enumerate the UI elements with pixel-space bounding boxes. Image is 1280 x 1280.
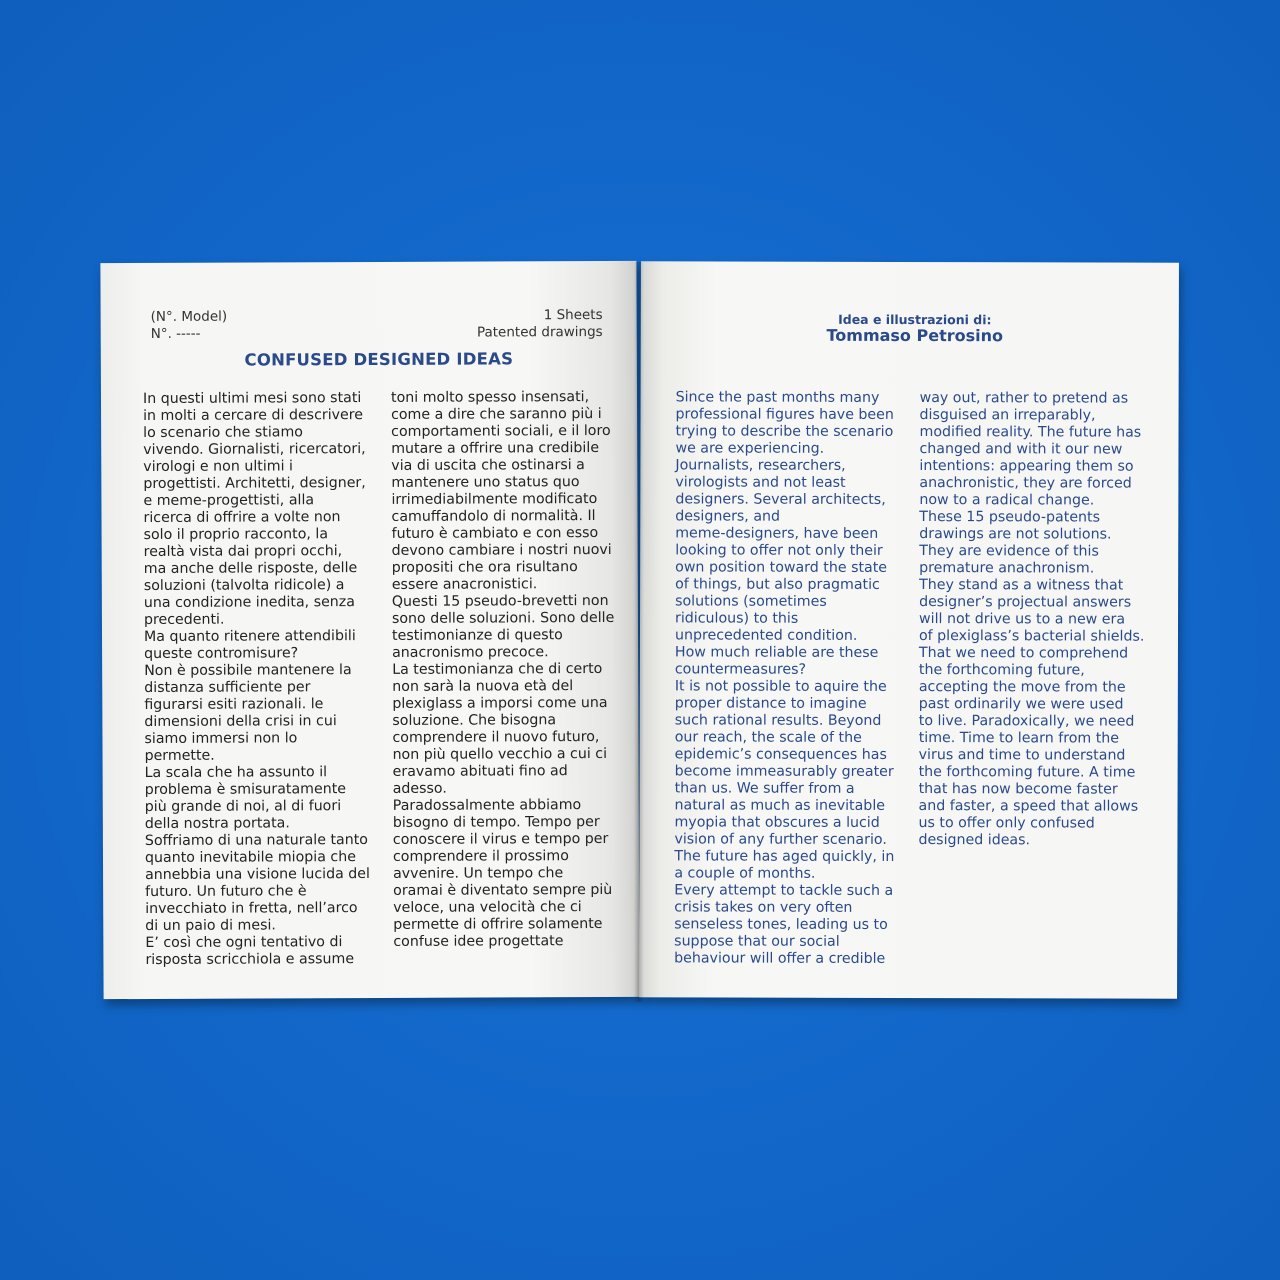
right-page [639,261,1179,998]
credit-label: Idea e illustrazioni di: [838,311,992,328]
italian-text-column-1: In questi ultimi mesi sono stati in molti a cercare di descrivere lo scenario che stiamo vivendo. Giornalisti, ricercatori, virologi e non ultimi i progettisti. Architetti, designer, e meme-progettisti, alla ricerca di offrire a volte non solo il proprio racconto, la realtà vista dai propri occhi, ma anche delle risposte, delle soluzioni (talvolta ridicole) a una condizione inedita, senza precedenti. Ma quanto ritenere attendibili queste contromisure? Non è possibile mantenere la distanza sufficiente per figurarsi esiti razionali. le dimensioni della crisi in cui siamo immersi non lo permette. La scala che ha assunto il problema è smisuratamente più grande di noi, al di fuori della nostra portata. Soffriamo di una naturale tanto quanto inevitabile miopia che annebbia una visione lucida del futuro. Un futuro che è invecchiato in fretta, nell’arco di un paio di mesi. E’ così che ogni tentativo di risposta scricchiola e assume [142,390,371,968]
model-number: N°. ----- [150,325,201,342]
patented-label: Patented drawings [476,323,603,341]
left-page [100,261,639,999]
page-title: CONFUSED DESIGNED IDEAS [244,349,514,370]
english-text-column-1: Since the past months many professional figures have been trying to describe the scenario we are experiencing. Journalists, researchers, virologists and not least designers. Several architects, designers, and meme-designers, have been looking to offer not only their own position toward the state of things, but also pragmatic solutions (sometimes ridiculous) to this unprecedented condition. How much reliable are these countermeasures? It is not possible to aquire the proper distance to imagine such rational results. Beyond our reach, the scale of the epidemic’s consequences has become immeasurably greater than us. We suffer from a natural as much as inevitable myopia that obscures a lucid vision of any further scenario. The future has aged quickly, in a couple of months. Every attempt to tackle such a crisis takes on very often senseless tones, leading us to suppose that our social behaviour will offer a credible [674,389,895,967]
italian-text-column-2: toni molto spesso insensati, come a dire che saranno più i comportamenti sociali, e il loro mutare a offrire una credibile via di uscita che ostinarsi a mantenere uno status quo irrimediabilmente modificato camuffandolo di normalità. Il futuro è cambiato e con esso devono cambiare i nostri nuovi propositi che ora risultano essere anacronistici. Questi 15 pseudo-brevetti non sono delle soluzioni. Sono delle testimonianze di questo anacronismo precoce. La testimonianza che di certo non sarà la nuova età del plexiglass a imporsi come una soluzione. Che bisogna comprendere il nuovo futuro, non più quello vecchio a cui ci eravamo abituati fino ad adesso. Paradossalmente abbiamo bisogno di tempo. Tempo per conoscere il virus e tempo per comprendere il prossimo avvenire. Un tempo che oramai è diventato sempre più veloce, una velocità che ci permette di offrire solamente confuse idee progettate [390,389,615,950]
model-header [151,309,228,343]
open-booklet [100,262,1180,1004]
sheets-count: 1 Sheets [543,306,603,324]
english-text-column-2: way out, rather to pretend as disguised an irreparably, modified reality. The future has changed and with it our new intentions: appearing them so anachronistic, they are forced now to a radical change. These 15 pseudo-patents drawings are not solutions. They are evidence of this premature anachronism. They stand as a witness that designer’s projectual answers will not drive us to a new era of plexiglass’s bacterial shields. That we need to comprehend the forthcoming future, accepting the move from the past ordinarily we were used to live. Paradoxically, we need time. Time to learn from the virus and time to understand the forthcoming future. A time that has now become faster and faster, a speed that allows us to offer only confused designed ideas. [918,390,1145,849]
author-name: Tommaso Petrosino [826,325,1004,346]
model-label: (N°. Model) [150,308,228,325]
sheets-header [477,307,603,342]
booklet-spine [634,262,644,1002]
